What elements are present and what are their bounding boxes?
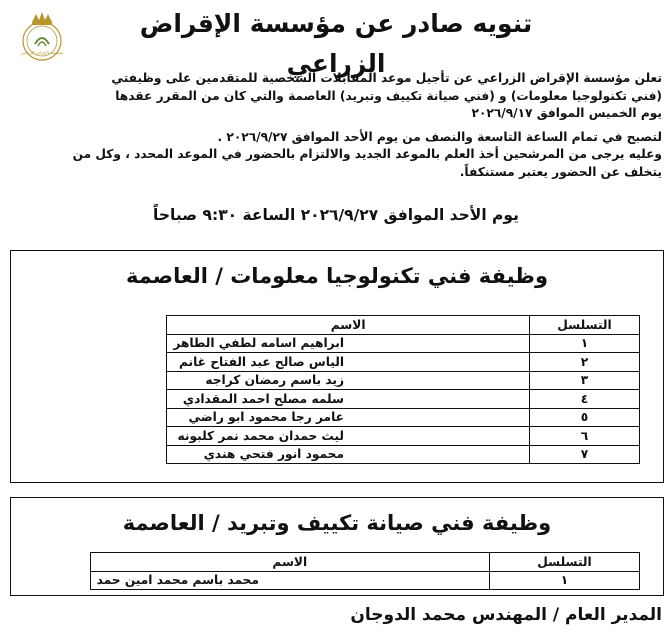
- table-row: [167, 371, 640, 390]
- column-header-name: الاسم: [167, 316, 530, 335]
- column-header-name: الاسم: [90, 553, 489, 572]
- institution-logo: [14, 8, 70, 64]
- table-row: [167, 334, 640, 353]
- column-header-seq: التسلسل: [490, 553, 640, 572]
- intro-line: يتخلف عن الحضور يعتبر مستنكفاً.: [459, 164, 662, 179]
- table-header-row: [90, 553, 639, 572]
- row-seq: ٤: [530, 390, 640, 409]
- signature-line: المدير العام / المهندس محمد الدوجان: [350, 605, 662, 625]
- column-header-seq: التسلسل: [530, 316, 640, 335]
- table-row: [167, 427, 640, 446]
- section-ac-technician: [10, 497, 664, 596]
- document-title: تنويه صادر عن مؤسسة الإقراض الزراعي: [139, 9, 533, 78]
- row-seq: ٢: [530, 353, 640, 372]
- row-name: سلمه مصلح احمد المقدادي: [167, 390, 530, 409]
- row-seq: ١: [490, 571, 640, 590]
- candidates-table: [90, 552, 640, 590]
- section-title: وظيفة فني صيانة تكييف وتبريد / العاصمة: [122, 511, 552, 535]
- intro-line: يوم الخميس الموافق ٢٠٢٦/٩/١٧: [471, 106, 662, 120]
- row-seq: ٣: [530, 371, 640, 390]
- section-title: وظيفة فني تكنولوجيا معلومات / العاصمة: [125, 264, 549, 288]
- row-name: محمود انور فتحي هندي: [167, 445, 530, 464]
- row-name: زيد باسم رمضان كراجه: [167, 371, 530, 390]
- table-row: [167, 408, 640, 427]
- row-name: محمد باسم محمد امين حمد: [90, 571, 489, 590]
- candidates-table: [166, 315, 640, 464]
- row-seq: ٦: [530, 427, 640, 446]
- intro-line: (فني تكنولوجيا معلومات) و (فني صيانة تكييف وتبريد) العاصمة والتي كان من المقرر عقدها: [115, 88, 662, 103]
- table-row: [167, 353, 640, 372]
- intro-line: تعلن مؤسسة الإقراض الزراعي عن تأجيل موعد المقابلات الشخصية للمتقدمين على وظيفتي: [111, 71, 662, 85]
- table-row: [167, 390, 640, 409]
- row-seq: ١: [530, 334, 640, 353]
- intro-line: لتصبح في تمام الساعة التاسعة والنصف من يوم الأحد الموافق ٢٠٢٦/٩/٢٧ .: [217, 129, 662, 144]
- announcement-body: [10, 70, 662, 181]
- table-row: [90, 571, 639, 590]
- svg-text:مؤسسة الإقراض الزراعي: مؤسسة الإقراض الزراعي: [20, 50, 64, 55]
- interview-date: يوم الأحد الموافق ٢٠٢٦/٩/٢٧ الساعة ٩:٣٠ صباحاً: [153, 206, 519, 224]
- row-name: ليث حمدان محمد نمر كلبونه: [167, 427, 530, 446]
- row-seq: ٧: [530, 445, 640, 464]
- row-name: عامر رجا محمود ابو راضي: [167, 408, 530, 427]
- intro-line: وعليه يرجى من المرشحين أخذ العلم بالموعد الجديد والالتزام بالحضور في الموعد المحدد ، وكل من: [72, 147, 662, 161]
- row-seq: ٥: [530, 408, 640, 427]
- crown-logo-icon: [14, 8, 70, 64]
- row-name: الياس صالح عبد الفتاح غانم: [167, 353, 530, 372]
- section-it-technician: [10, 250, 664, 483]
- row-name: ابراهيم اسامه لطفي الطاهر: [167, 334, 530, 353]
- table-header-row: [167, 316, 640, 335]
- table-row: [167, 445, 640, 464]
